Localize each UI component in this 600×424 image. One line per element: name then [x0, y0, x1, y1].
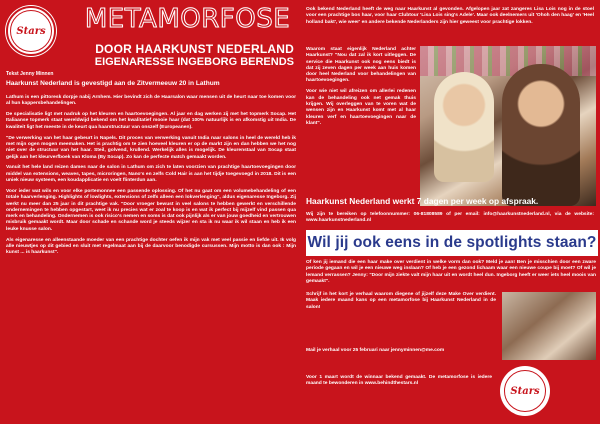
left-body-column: [6, 95, 296, 261]
body-paragraph: De specialisatie ligt met nadruk op het kleuren en haartoevoegingen. Al jaar en dag werken zij met het topmerk Socap. Het Italiaanse topmerk staat wereldwijd bekend om het kwalitatief mooie haar (dat 100% natuurlijk is en afkomstig uit India. De kwaliteit ligt het meeste in de keurt qua haarstructuur van onszelf (Europeanen).: [6, 112, 296, 130]
byline: Tekst Jenny Minnen: [6, 71, 54, 77]
right-intro: Ook bekend Nederland heeft de weg naar Haarkunst al gevonden. Afgelopen jaar zat zangeres Lisa Lois nog in de stoel voor een prachtige bos haar, voor haar Clubtour 'Lisa Lois sing's Adele'. Maar ook deelnemers uit 'Ohoh den haag' en 'Heel holland bakt', wie weer' en andere bekende Nederlanders zijn hier geweest voor prachtige lokken.: [306, 7, 594, 25]
photo-person-blonde: [434, 72, 494, 182]
body-paragraph: Voor wie niet wil afreizen om allerlei redenen kan de behandeling ook net gemak thuis krijgen. Wij overleggen van te voren wat de wensen zijn en Haarkunst komt met al haar kleuren verf en haartoevoegingen naar de klant".: [306, 89, 416, 126]
body-paragraph: Lathum is een pittoresk dorpje nabij Arnhem. Hier bevindt zich de Haarsalon waar mensen uit de heurt naar toe komen voor al hun kappersbehandelingen.: [6, 95, 296, 107]
contact-paragraph: Wij zijn te bereiken op telefoonnummer: 06-81808589 of per email: info@haarkunstnederland.nl, via de website: www.haarkunstnederland.nl: [306, 212, 594, 224]
closing-paragraph: Voor 1 maart wordt de winnaar bekend gemaakt. De metamorfose is iedere maand te bewonderen in www.behindthestars.nl: [306, 375, 492, 387]
spotlight-paragraph: Of ken jij iemand die een haar make over verdient in welke vorm dan ook? Meld je aan! Ben je misschien door een zware periode gegaan en wil je een nieuwe weg inslaan? Of heb je een gezond lichaam waar een nieuwe coupe bij moet? Of wil je lemand verrassen? Jenny: "Door mijn ziekte valt mijn haar uit en wordt heel dun. Ingeborg heeft er weer iets heel moois van gemaakt".: [306, 260, 596, 284]
mail-instructions: Mail je verhaal voor 25 februari naar jennyminnen@me.com: [306, 348, 445, 353]
stars-logo: [6, 6, 56, 56]
hair-photo: [502, 292, 596, 360]
spotlight-banner-text: Wil jij ook eens in de spotlights staan?: [307, 234, 597, 251]
photo-flowers: [420, 46, 596, 76]
body-paragraph: Als eigenaresse en alleenstaande moeder van een prachtige dochter oefen ik mijn vak met veel passie en liefde uit. Ik volg alle nieuwtjes op dit gebied en sluit met regelmaat aan bij de daarvoor benodigde cursussen. Mijn motto is dan ook : Mijn kunst ... is haarkunst".: [6, 237, 296, 256]
right-small-column: [306, 47, 416, 132]
photo-person-brunette: [502, 64, 580, 206]
article-subtitle: DOOR HAARKUNST NEDERLAND: [95, 42, 294, 56]
body-paragraph: Voor ieder wat wils en voor elke portemonnee een passende oplossing. Of het nu gaat om een volumebehandeling of een totale haarverlenging. Highlights of lowlights, extensions of zelfs alleen een lokverlenging", aldus eigenaresse Ingeborg. Zij werkt nu meer dan 25 jaar in dit prachtige vak. "Door vroeger bewust in veel salons te hebben gewerkt en verschillende ondernemingen te hebben opgestart, weet ik nu precies wat er zoal te koop is en wat ik perfect bij mijzelf vind passen qua merk en behandeling. Ondernemen is ook risico's nemen en soms is dat ook pijnlijk als er van jouw goedheid en vertrouwen misbruik gemaakt wordt. Maar door schade en schande word je steeds wijzer en sta ik nu waar ik wil staan en heb ik een leuke knusse salon.: [6, 188, 296, 232]
availability-headline: Haarkunst Nederland werkt 7 dagen per week op afspraak.: [306, 196, 539, 206]
stars-logo-bottom: [500, 366, 550, 416]
stars-logo-text: Stars: [10, 10, 52, 52]
lead-paragraph: Haarkunst Nederland is gevestigd aan de Zitvermeeuw 20 in Lathum: [6, 80, 220, 87]
body-paragraph: Vanuit het hele land reizen dames naar de salon in Lathum om zich te laten voorzien van prachtige haartoevoegingen door middel van extensions, weaves, tapes, microringen, Nano's en zelfs Cold Hair is aan het tijdje toegevoegd in 2018. Dit is een uniek nieuw systeem, een koudapplicatie en voelt flinterdun aan.: [6, 165, 296, 184]
article-subtitle-owner: EIGENARESSE INGEBORG BERENDS: [94, 56, 294, 68]
stars-logo-bottom-text: Stars: [504, 370, 546, 412]
body-paragraph: "De verwerking van het haar gebeurt in Napels. Dit proces van verwerking vanuit India naar salons in heel de wereld heb ik met mijn ogen mogen meemaken. Het is prachtig om te zien hoeveel kleuren er op de markt zijn en dan hebben we het nog niet over de structuur van het haar. Steil, golvend, krullend. Werkelijk alles is mogelijk. De kleurenstaal van Socap staat gelijk aan het kleurverfboek van Kloma (By Socap). Zo kan de perfecte match gemaakt worden.: [6, 135, 296, 160]
article-title: METAMORFOSE: [84, 4, 291, 34]
spotlight-banner: [306, 230, 598, 256]
body-paragraph: Waarom staat eigenlijk Nederland achter Haarkunst? "Nou dat zal ik kort uitleggen. De service die Haarkunst ook nog eens biedt is dat zij zeven dagen per week aan huis komen door heel Nederland voor behandelingen van haartoevoegingen.: [306, 47, 416, 84]
salon-photo: [420, 46, 596, 206]
entry-instructions: Schrijf in het kort je verhaal waarom diegene of jijzelf deze Make Over verdient. Maak iedere maand kans op een metamorfose bij Haarkunst Nederland in de salon!: [306, 292, 496, 310]
